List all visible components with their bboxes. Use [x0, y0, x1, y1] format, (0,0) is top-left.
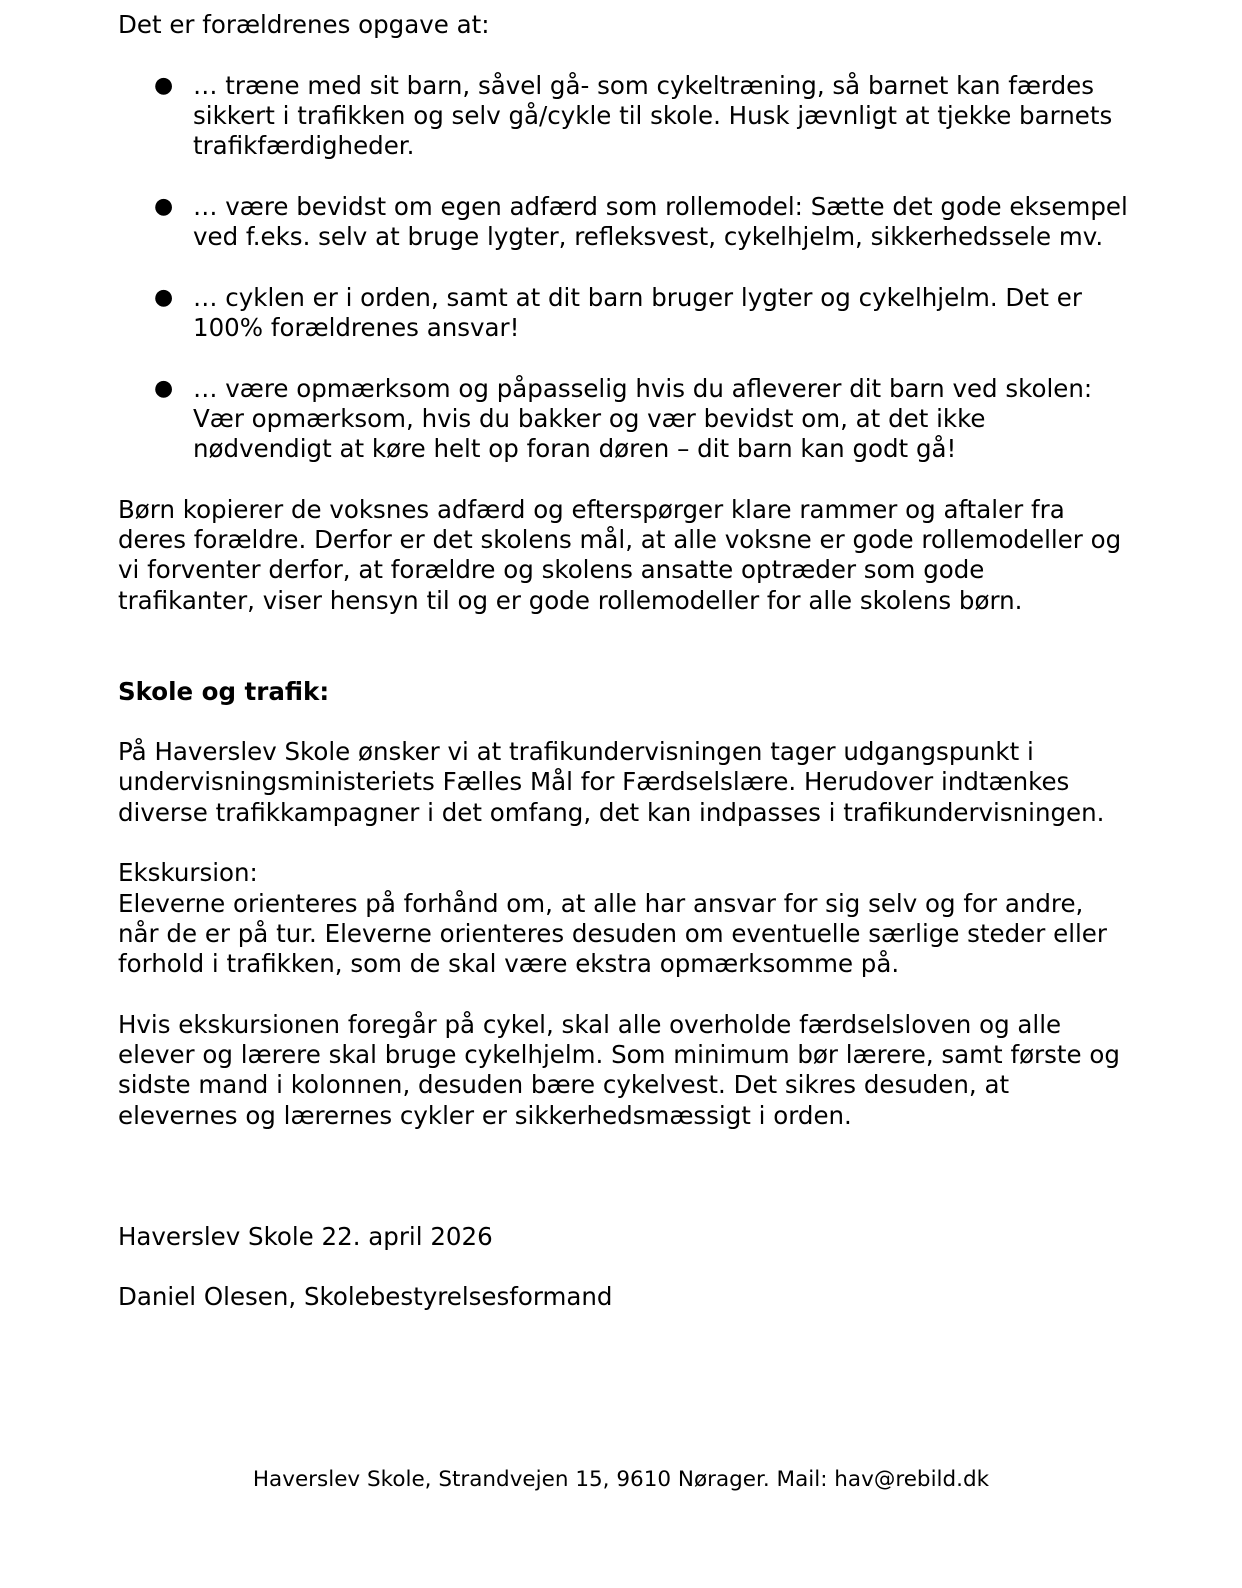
- list-item-text: … være bevidst om egen adfærd som rollemodel: Sætte det gode eksempel ved f.eks. selv at bruge lygter, refleksvest, cykelhjelm, sikkerhedssele mv.: [193, 191, 1128, 252]
- list-item-text: … være opmærksom og påpasselig hvis du afleverer dit barn ved skolen: Vær opmærksom, hvis du bakker og vær bevidst om, at det ikke nødvendigt at køre helt op foran døren – dit barn kan godt gå!: [193, 373, 1093, 464]
- list-item-text: … cyklen er i orden, samt at dit barn bruger lygter og cykelhjelm. Det er 100% forældrenes ansvar!: [193, 282, 1082, 342]
- signature: Daniel Olesen, Skolebestyrelsesformand: [118, 1282, 613, 1312]
- place-date: Haverslev Skole 22. april 2026: [118, 1221, 493, 1251]
- bullet-icon: ●: [154, 284, 174, 310]
- intro-text: Det er forældrenes opgave at:: [118, 10, 490, 39]
- list-item: [118, 374, 1128, 465]
- bullet-icon: ●: [154, 193, 174, 219]
- list-item: [118, 283, 1128, 344]
- excursion-label: Ekskursion:: [118, 858, 258, 888]
- excursion-paragraph: Eleverne orienteres på forhånd om, at alle har ansvar for sig selv og for andre, når de er på tur. Eleverne orienteres desuden om eventuelle særlige steder eller forhold i trafikken, som de skal være ekstra opmærksomme på.: [118, 888, 1107, 979]
- list-item: [118, 192, 1128, 253]
- children-paragraph: Børn kopierer de voksnes adfærd og efterspørger klare rammer og aftaler fra deres forældre. Derfor er det skolens mål, at alle voksne er gode rollemodeller og vi forventer derfor, at forældre og skolens ansatte optræder som gode trafikanter, viser hensyn til og er gode rollemodeller for alle skolens børn.: [118, 494, 1122, 615]
- bullet-icon: ●: [154, 72, 174, 98]
- list-item: [118, 71, 1128, 162]
- list-item-text: … træne med sit barn, såvel gå- som cykeltræning, så barnet kan færdes sikkert i trafikken og selv gå/cykle til skole. Husk jævnligt at tjekke barnets trafikfærdigheder.: [193, 70, 1113, 161]
- bike-paragraph: Hvis ekskursionen foregår på cykel, skal alle overholde færdselsloven og alle elever og lærere skal bruge cykelhjelm. Som minimum bør lærere, samt første og sidste mand i kolonnen, desuden bære cykelvest. Det sikres desuden, at elevernes og lærernes cykler er sikkerhedsmæssigt i orden.: [118, 1009, 1120, 1130]
- section-heading: Skole og trafik:: [118, 676, 330, 706]
- parent-duties-list: [118, 71, 1128, 465]
- teaching-paragraph: På Haverslev Skole ønsker vi at trafikundervisningen tager udgangspunkt i undervisningsministeriets Fælles Mål for Færdselslære. Herudover indtænkes diverse trafikkampagner i det omfang, det kan indpasses i trafikundervisningen.: [118, 737, 1105, 827]
- bullet-icon: ●: [154, 375, 174, 401]
- document-body: [118, 10, 1128, 1313]
- page-footer: Haverslev Skole, Strandvejen 15, 9610 Nørager. Mail: hav@rebild.dk: [252, 1467, 990, 1492]
